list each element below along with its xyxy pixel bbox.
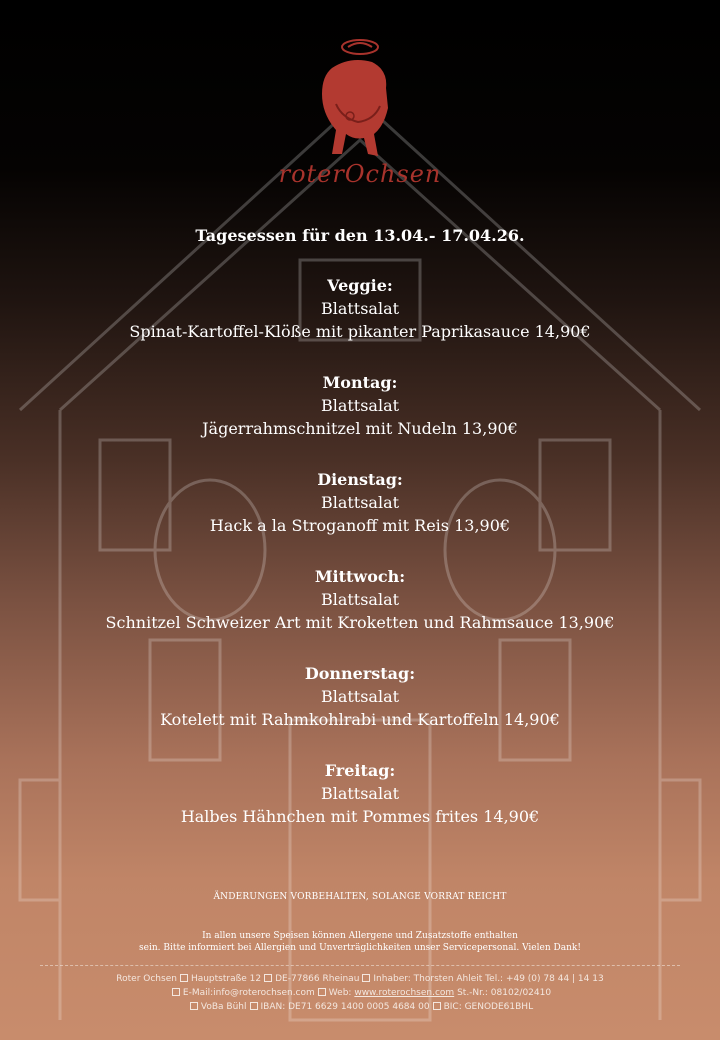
dish-main: Jägerrahmschnitzel mit Nudeln 13,90€ (202, 419, 518, 438)
day-name: Montag: (322, 373, 398, 392)
footer-divider (40, 965, 680, 966)
change-notice: ÄNDERUNGEN VORBEHALTEN, SOLANGE VORRAT REICHT (213, 892, 507, 902)
email[interactable]: E-Mail:info@roterochsen.com (182, 988, 315, 998)
separator-icon (190, 1002, 198, 1010)
owner-phone: Inhaber: Thorsten Ahleit Tel.: +49 (0) 78 44 | 14 13 (373, 974, 604, 984)
separator-icon (250, 1002, 258, 1010)
footer-line-1 (0, 972, 720, 986)
dish-main: Spinat-Kartoffel-Klöße mit pikanter Paprikasauce 14,90€ (129, 322, 591, 341)
separator-icon (362, 974, 370, 982)
separator-icon (180, 974, 188, 982)
city: DE-77866 Rheinau (275, 974, 360, 984)
bic: BIC: GENODE61BHL (443, 1002, 534, 1012)
day-section-montag (0, 371, 720, 440)
tax-number: St.-Nr.: 08102/02410 (457, 988, 552, 998)
day-name: Mittwoch: (314, 567, 406, 586)
web-label: Web: (328, 988, 352, 998)
dish-starter: Blattsalat (320, 687, 400, 706)
brand-wordmark: roterOchsen (278, 160, 442, 188)
website-link[interactable]: www.roterochsen.com (354, 988, 455, 998)
dish-starter: Blattsalat (320, 784, 400, 803)
day-section-freitag (0, 759, 720, 828)
day-section-veggie (0, 274, 720, 343)
dish-main: Halbes Hähnchen mit Pommes frites 14,90€ (180, 807, 540, 826)
company-name: Roter Ochsen (116, 974, 177, 984)
iban: IBAN: DE71 6629 1400 0005 4684 00 (260, 1002, 430, 1012)
day-name: Dienstag: (317, 470, 403, 489)
day-section-mittwoch (0, 565, 720, 634)
footer-line-2 (0, 986, 720, 1000)
dish-starter: Blattsalat (320, 493, 400, 512)
allergen-line-1: In allen unsere Speisen können Allergene und Zusatzstoffe enthalten (202, 931, 518, 941)
day-name: Freitag: (324, 761, 396, 780)
menu-title: Tagesessen für den 13.04.- 17.04.26. (195, 226, 525, 245)
separator-icon (318, 988, 326, 996)
dish-starter: Blattsalat (320, 299, 400, 318)
footer-contact (0, 972, 720, 1014)
separator-icon (433, 1002, 441, 1010)
day-name: Donnerstag: (304, 664, 416, 683)
bank-name: VoBa Bühl (200, 1002, 247, 1012)
dish-main: Schnitzel Schweizer Art mit Kroketten und Rahmsauce 13,90€ (105, 613, 615, 632)
allergen-notice (0, 930, 720, 954)
dish-starter: Blattsalat (320, 590, 400, 609)
dish-main: Hack a la Stroganoff mit Reis 13,90€ (209, 516, 511, 535)
menu-content (0, 226, 720, 828)
footer-line-3 (0, 1000, 720, 1014)
dish-main: Kotelett mit Rahmkohlrabi und Kartoffeln 14,90€ (160, 710, 560, 729)
day-section-dienstag (0, 468, 720, 537)
day-section-donnerstag (0, 662, 720, 731)
dish-starter: Blattsalat (320, 396, 400, 415)
separator-icon (172, 988, 180, 996)
allergen-line-2: sein. Bitte informiert bei Allergien und Unverträglichkeiten unser Servicepersonal. Vielen Dank! (139, 943, 581, 953)
separator-icon (264, 974, 272, 982)
street: Hauptstraße 12 (190, 974, 262, 984)
day-name: Veggie: (327, 276, 393, 295)
